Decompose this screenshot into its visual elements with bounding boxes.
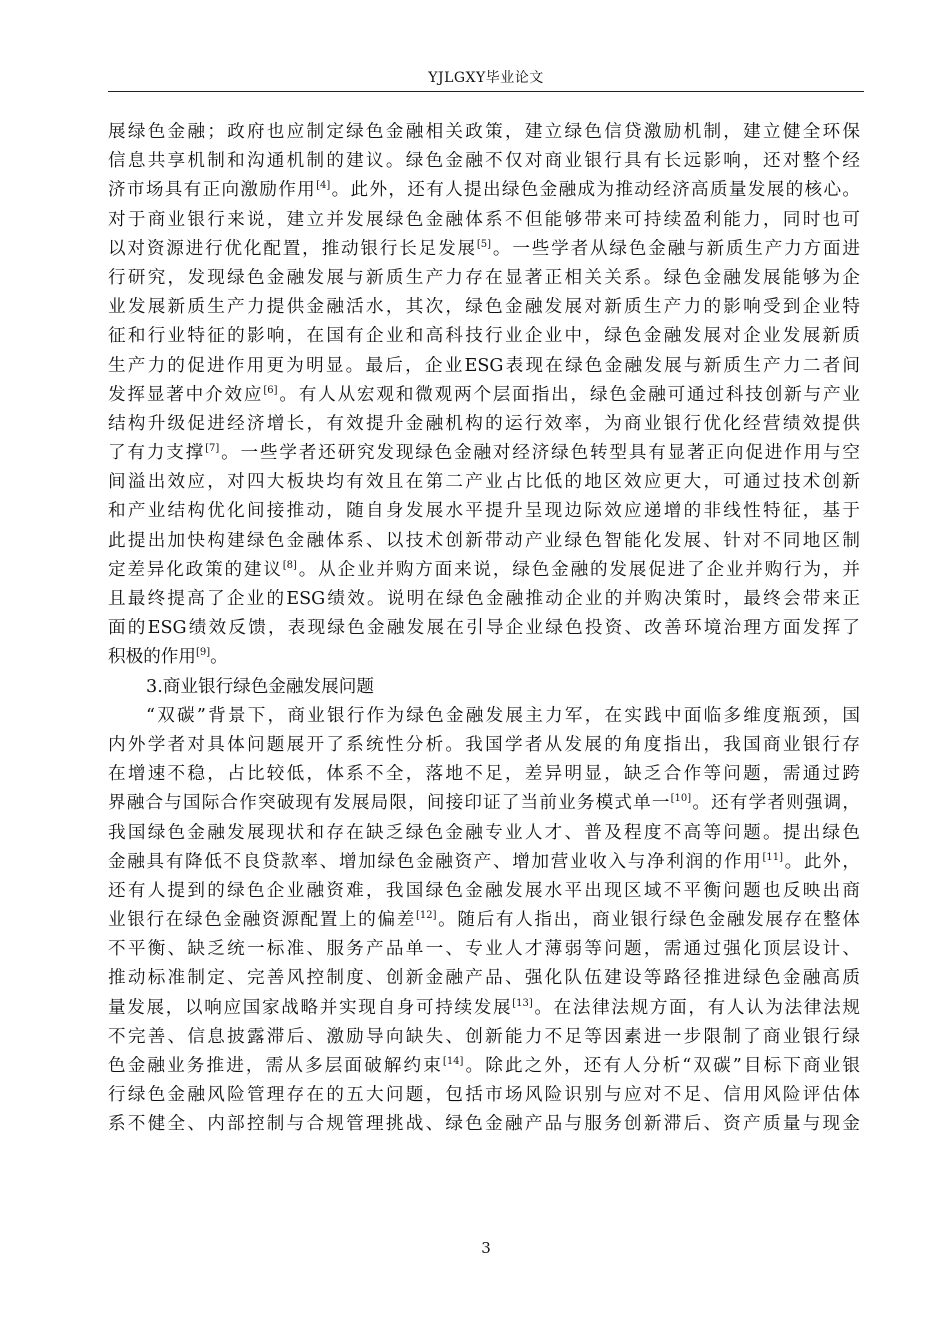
citation-marker: [14] (442, 1056, 464, 1068)
citation-marker: [5] (476, 238, 492, 250)
text-line: 系不健全、内部控制与合规管理挑战、绿色金融产品与服务创新滞后、资产质量与现金 (108, 1114, 860, 1135)
text-line: 不平衡、缺乏统一标准、服务产品单一、专业人才薄弱等问题，需通过强化顶层设计、 (108, 939, 860, 960)
citation-marker: [6] (263, 384, 278, 396)
citation-marker: [13] (512, 997, 533, 1009)
text-line: 对于商业银行来说，建立并发展绿色金融体系不但能够带来可持续盈利能力，同时也可 (108, 209, 860, 230)
document-body (108, 118, 860, 1140)
text-line: 生产力的促进作用更为明显。最后，企业ESG表现在绿色金融发展与新质生产力二者间 (108, 355, 860, 376)
text-line: 不完善、信息披露滞后、激励导向缺失、创新能力不足等因素进一步限制了商业银行绿 (108, 1026, 860, 1047)
section-heading: 3.商业银行绿色金融发展问题 (146, 676, 374, 697)
text-line: 结构升级促进经济增长，有效提升金融机构的运行效率，为商业银行优化经营绩效提供 (108, 413, 860, 434)
citation-marker: [10] (670, 793, 692, 805)
citation-marker: [9] (195, 647, 211, 659)
text-line: 我国绿色金融发展现状和存在缺乏绿色金融专业人才、普及程度不高等问题。提出绿色 (108, 822, 860, 843)
text-line: “双碳”背景下，商业银行作为绿色金融发展主力军，在实践中面临多维度瓶颈，国 (146, 705, 860, 726)
page-header: YJLGXY毕业论文 (428, 70, 544, 86)
text-line: 以对资源进行优化配置，推动银行长足发展[5]。一些学者从绿色金融与新质生产力方面进 (108, 238, 860, 259)
paragraph-2 (108, 702, 860, 1140)
text-line: 展绿色金融；政府也应制定绿色金融相关政策，建立绿色信贷激励机制，建立健全环保 (108, 122, 860, 142)
text-line: 信息共享机制和沟通机制的建议。绿色金融不仅对商业银行具有长远影响，还对整个经 (108, 151, 860, 172)
page-number: 3 (481, 1239, 491, 1257)
text-line: 还有人提到的绿色企业融资难，我国绿色金融发展水平出现区域不平衡问题也反映出商 (108, 880, 860, 901)
text-line: 量发展，以响应国家战略并实现自身可持续发展[13]。在法律法规方面，有人认为法律法规 (108, 997, 860, 1018)
text-line: 此提出加快构建绿色金融体系、以技术创新带动产业绿色智能化发展、针对不同地区制 (108, 530, 860, 551)
text-line: 业银行在绿色金融资源配置上的偏差[12]。随后有人指出，商业银行绿色金融发展存在整体 (108, 910, 860, 931)
text-line: 征和行业特征的影响，在国有企业和高科技行业企业中，绿色金融发展对企业发展新质 (108, 326, 860, 347)
text-line: 积极的作用[9]。 (108, 647, 228, 668)
citation-marker: [12] (415, 910, 437, 922)
header-rule (108, 91, 864, 92)
text-line: 金融具有降低不良贷款率、增加绿色金融资产、增加营业收入与净利润的作用[11]。此外， (108, 851, 860, 872)
text-line: 且最终提高了企业的ESG绩效。说明在绿色金融推动企业的并购决策时，最终会带来正 (108, 589, 860, 609)
text-line: 发挥显著中介效应[6]。有人从宏观和微观两个层面指出，绿色金融可通过科技创新与产业 (108, 384, 860, 405)
text-line: 色金融业务推进，需从多层面破解约束[14]。除此之外，还有人分析“双碳”目标下商业银 (108, 1056, 860, 1076)
citation-marker: [8] (282, 559, 297, 571)
text-line: 推动标准制定、完善风控制度、创新金融产品、强化队伍建设等路径推进绿色金融高质 (108, 968, 860, 989)
text-line: 界融合与国际合作突破现有发展局限，间接印证了当前业务模式单一[10]。还有学者则强调， (108, 793, 860, 814)
text-line: 济市场具有正向激励作用[4]。此外，还有人提出绿色金融成为推动经济高质量发展的核心。 (108, 180, 860, 201)
citation-marker: [11] (762, 851, 783, 863)
text-line: 面的ESG绩效反馈，表现绿色金融发展在引导企业绿色投资、改善环境治理方面发挥了 (108, 618, 860, 639)
text-line: 定差异化政策的建议[8]。从企业并购方面来说，绿色金融的发展促进了企业并购行为，并 (108, 559, 860, 580)
text-line: 和产业结构优化间接推动，随自身发展水平提升呈现边际效应递增的非线性特征，基于 (108, 501, 860, 522)
text-line: 行绿色金融风险管理存在的五大问题，包括市场风险识别与应对不足、信用风险评估体 (108, 1085, 860, 1106)
text-line: 行研究，发现绿色金融发展与新质生产力存在显著正相关关系。绿色金融发展能够为企 (108, 267, 860, 288)
text-line: 间溢出效应，对四大板块均有效且在第二产业占比低的地区效应更大，可通过技术创新 (108, 472, 860, 493)
citation-marker: [4] (316, 180, 331, 192)
text-line: 业发展新质生产力提供金融活水，其次，绿色金融发展对新质生产力的影响受到企业特 (108, 297, 860, 318)
text-line: 内外学者对具体问题展开了系统性分析。我国学者从发展的角度指出，我国商业银行存 (108, 734, 860, 755)
text-line: 在增速不稳，占比较低，体系不全，落地不足，差异明显，缺乏合作等问题，需通过跨 (108, 764, 860, 785)
citation-marker: [7] (205, 443, 220, 455)
text-line: 了有力支撑[7]。一些学者还研究发现绿色金融对经济绿色转型具有显著正向促进作用与空 (108, 443, 860, 464)
paragraph-1 (108, 118, 860, 673)
